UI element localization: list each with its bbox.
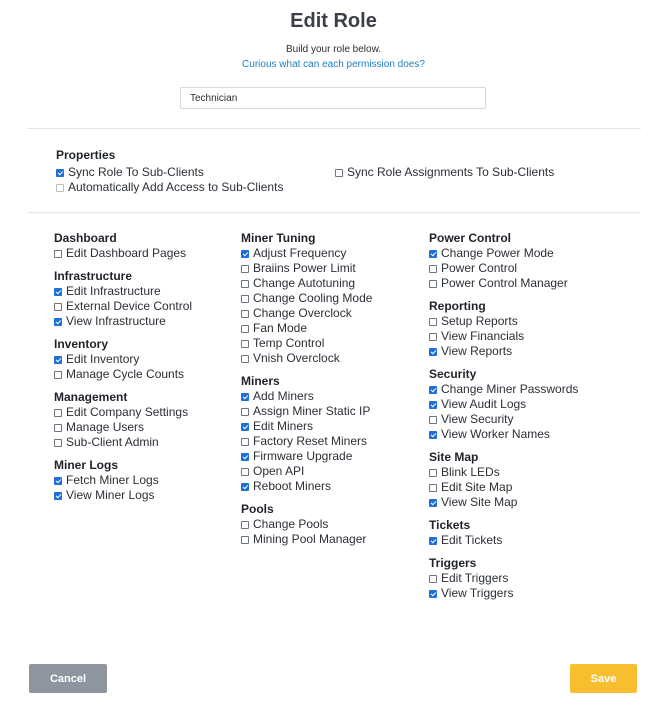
permission-label: Firmware Upgrade: [253, 449, 353, 463]
permission-label: View Miner Logs: [66, 488, 155, 502]
group-title: Inventory: [54, 337, 109, 351]
group-triggers: [429, 555, 578, 601]
checkbox[interactable]: [54, 303, 62, 311]
permission-edit-dashboard-pages[interactable]: [54, 246, 192, 261]
permission-view-triggers[interactable]: [429, 586, 578, 601]
checkbox[interactable]: [429, 431, 437, 439]
permission-edit-triggers[interactable]: [429, 571, 578, 586]
checkbox[interactable]: [429, 333, 437, 341]
permission-label: Change Overclock: [253, 306, 352, 320]
permission-label: Edit Dashboard Pages: [66, 246, 187, 260]
group-miner-logs: [54, 457, 192, 503]
permission-power-control-manager[interactable]: [429, 276, 578, 291]
permission-label: Adjust Frequency: [253, 246, 347, 260]
group-title: Power Control: [429, 231, 512, 245]
group-dashboard: [54, 230, 192, 261]
group-infrastructure: [54, 268, 192, 329]
permission-label: Fetch Miner Logs: [66, 473, 159, 487]
checkbox[interactable]: [54, 371, 62, 379]
permission-power-control[interactable]: [429, 261, 578, 276]
permission-change-miner-passwords[interactable]: [429, 382, 578, 397]
checkbox[interactable]: [54, 318, 62, 326]
permission-label: Add Miners: [253, 389, 314, 403]
checkbox[interactable]: [241, 393, 249, 401]
permission-edit-site-map[interactable]: [429, 480, 578, 495]
property-sync-assignments[interactable]: [335, 165, 554, 180]
property-label: Sync Role To Sub-Clients: [68, 165, 204, 179]
permission-view-financials[interactable]: [429, 329, 578, 344]
permission-adjust-frequency[interactable]: [241, 246, 372, 261]
permission-label: Manage Cycle Counts: [66, 367, 185, 381]
group-title: Miner Logs: [54, 458, 119, 472]
permission-label: View Financials: [441, 329, 525, 343]
permission-fan-mode[interactable]: [241, 321, 372, 336]
property-auto-add-access[interactable]: [56, 180, 283, 195]
checkbox[interactable]: [241, 423, 249, 431]
permission-edit-infrastructure[interactable]: [54, 284, 192, 299]
checkbox[interactable]: [56, 184, 64, 192]
checkbox[interactable]: [54, 477, 62, 485]
checkbox[interactable]: [429, 386, 437, 394]
permission-change-autotuning[interactable]: [241, 276, 372, 291]
permission-braiins-power-limit[interactable]: [241, 261, 372, 276]
permission-label: Braiins Power Limit: [253, 261, 356, 275]
group-title: Triggers: [429, 556, 477, 570]
group-security: [429, 366, 578, 442]
permission-label: Assign Miner Static IP: [253, 404, 371, 418]
permission-label: Edit Tickets: [441, 533, 503, 547]
checkbox[interactable]: [241, 536, 249, 544]
checkbox[interactable]: [54, 250, 62, 258]
permission-label: Fan Mode: [253, 321, 308, 335]
checkbox[interactable]: [54, 288, 62, 296]
permission-firmware-upgrade[interactable]: [241, 449, 372, 464]
checkbox[interactable]: [241, 483, 249, 491]
checkbox[interactable]: [54, 356, 62, 364]
checkbox[interactable]: [429, 575, 437, 583]
checkbox[interactable]: [54, 409, 62, 417]
permission-label: Blink LEDs: [441, 465, 500, 479]
checkbox[interactable]: [241, 355, 249, 363]
permission-view-worker-names[interactable]: [429, 427, 578, 442]
permission-label: View Reports: [441, 344, 513, 358]
permission-assign-miner-static-ip[interactable]: [241, 404, 372, 419]
permission-edit-inventory[interactable]: [54, 352, 192, 367]
permission-label: Mining Pool Manager: [253, 532, 367, 546]
group-title: Pools: [241, 502, 274, 516]
permission-view-audit-logs[interactable]: [429, 397, 578, 412]
checkbox[interactable]: [429, 537, 437, 545]
checkbox[interactable]: [241, 408, 249, 416]
checkbox[interactable]: [241, 453, 249, 461]
permission-label: Edit Triggers: [441, 571, 509, 585]
permission-vnish-overclock[interactable]: [241, 351, 372, 366]
permission-label: Power Control: [441, 261, 518, 275]
permission-factory-reset-miners[interactable]: [241, 434, 372, 449]
permission-view-site-map[interactable]: [429, 495, 578, 510]
group-site-map: [429, 449, 578, 510]
checkbox[interactable]: [54, 439, 62, 447]
group-power-control: [429, 230, 578, 291]
permission-change-pools[interactable]: [241, 517, 372, 532]
checkbox[interactable]: [241, 295, 249, 303]
checkbox[interactable]: [429, 250, 437, 258]
permission-label: View Triggers: [441, 586, 514, 600]
checkbox[interactable]: [241, 250, 249, 258]
group-miners: [241, 373, 372, 494]
permissions-column-3: [429, 230, 578, 608]
permission-label: View Infrastructure: [66, 314, 166, 328]
permission-fetch-miner-logs[interactable]: [54, 473, 192, 488]
checkbox[interactable]: [241, 280, 249, 288]
permission-label: Temp Control: [253, 336, 325, 350]
group-title: Miners: [241, 374, 280, 388]
permission-label: Edit Miners: [253, 419, 314, 433]
cancel-button[interactable]: Cancel: [29, 664, 107, 693]
permission-label: Power Control Manager: [441, 276, 568, 290]
permission-label: Change Cooling Mode: [253, 291, 373, 305]
permissions-help-link[interactable]: Curious what can each permission does?: [242, 59, 425, 70]
checkbox[interactable]: [241, 310, 249, 318]
properties-section: [56, 147, 115, 163]
group-pools: [241, 501, 372, 547]
permission-open-api[interactable]: [241, 464, 372, 479]
group-management: [54, 389, 192, 450]
permission-blink-leds[interactable]: [429, 465, 578, 480]
permission-label: Factory Reset Miners: [253, 434, 368, 448]
permission-reboot-miners[interactable]: [241, 479, 372, 494]
permission-label: Edit Site Map: [441, 480, 513, 494]
checkbox[interactable]: [241, 325, 249, 333]
permission-label: Reboot Miners: [253, 479, 332, 493]
permission-external-device-control[interactable]: [54, 299, 192, 314]
permission-label: Change Miner Passwords: [441, 382, 579, 396]
property-label: Sync Role Assignments To Sub-Clients: [347, 165, 555, 179]
save-button[interactable]: Save: [570, 664, 637, 693]
permission-manage-cycle-counts[interactable]: [54, 367, 192, 382]
permission-change-power-mode[interactable]: [429, 246, 578, 261]
permission-change-overclock[interactable]: [241, 306, 372, 321]
permission-label: Edit Inventory: [66, 352, 140, 366]
properties-title: Properties: [56, 148, 116, 162]
permission-label: Sub-Client Admin: [66, 435, 159, 449]
checkbox[interactable]: [56, 169, 64, 177]
checkbox[interactable]: [241, 521, 249, 529]
checkbox[interactable]: [429, 318, 437, 326]
group-miner-tuning: [241, 230, 372, 366]
permission-temp-control[interactable]: [241, 336, 372, 351]
permission-label: Change Power Mode: [441, 246, 554, 260]
permission-view-miner-logs[interactable]: [54, 488, 192, 503]
permission-manage-users[interactable]: [54, 420, 192, 435]
group-title: Security: [429, 367, 477, 381]
permission-label: View Worker Names: [441, 427, 550, 441]
permissions-column-1: [54, 230, 192, 510]
checkbox[interactable]: [429, 265, 437, 273]
role-name-input[interactable]: [180, 87, 486, 109]
group-title: Miner Tuning: [241, 231, 316, 245]
permission-view-reports[interactable]: [429, 344, 578, 359]
checkbox[interactable]: [241, 438, 249, 446]
permission-add-miners[interactable]: [241, 389, 372, 404]
permission-label: Setup Reports: [441, 314, 518, 328]
checkbox[interactable]: [429, 590, 437, 598]
group-reporting: [429, 298, 578, 359]
checkbox[interactable]: [241, 340, 249, 348]
permission-edit-tickets[interactable]: [429, 533, 578, 548]
permission-label: Open API: [253, 464, 305, 478]
permission-view-security[interactable]: [429, 412, 578, 427]
permission-edit-company-settings[interactable]: [54, 405, 192, 420]
permission-change-cooling-mode[interactable]: [241, 291, 372, 306]
permission-label: External Device Control: [66, 299, 193, 313]
group-title: Reporting: [429, 299, 486, 313]
permission-view-infrastructure[interactable]: [54, 314, 192, 329]
group-tickets: [429, 517, 578, 548]
property-sync-role[interactable]: [56, 165, 204, 180]
group-title: Management: [54, 390, 128, 404]
divider: [27, 212, 641, 213]
page-title: Edit Role: [290, 10, 377, 32]
checkbox[interactable]: [54, 492, 62, 500]
checkbox[interactable]: [241, 265, 249, 273]
group-title: Infrastructure: [54, 269, 133, 283]
permission-label: View Site Map: [441, 495, 518, 509]
permission-sub-client-admin[interactable]: [54, 435, 192, 450]
permission-label: View Audit Logs: [441, 397, 527, 411]
permission-edit-miners[interactable]: [241, 419, 372, 434]
checkbox[interactable]: [241, 468, 249, 476]
property-label: Automatically Add Access to Sub-Clients: [68, 180, 284, 194]
permission-label: Edit Company Settings: [66, 405, 189, 419]
page-subtitle: Build your role below.: [285, 44, 382, 55]
checkbox[interactable]: [54, 424, 62, 432]
checkbox[interactable]: [429, 416, 437, 424]
permission-mining-pool-manager[interactable]: [241, 532, 372, 547]
checkbox[interactable]: [429, 469, 437, 477]
permission-label: Change Pools: [253, 517, 329, 531]
permission-label: Manage Users: [66, 420, 145, 434]
group-title: Site Map: [429, 450, 479, 464]
permissions-column-2: [241, 230, 372, 554]
permission-label: Change Autotuning: [253, 276, 356, 290]
group-inventory: [54, 336, 192, 382]
checkbox[interactable]: [335, 169, 343, 177]
checkbox[interactable]: [429, 401, 437, 409]
checkbox[interactable]: [429, 280, 437, 288]
group-title: Tickets: [429, 518, 471, 532]
permission-label: Vnish Overclock: [253, 351, 340, 365]
permission-label: Edit Infrastructure: [66, 284, 161, 298]
checkbox[interactable]: [429, 484, 437, 492]
permission-setup-reports[interactable]: [429, 314, 578, 329]
permission-label: View Security: [441, 412, 514, 426]
checkbox[interactable]: [429, 348, 437, 356]
divider: [27, 128, 641, 129]
group-title: Dashboard: [54, 231, 117, 245]
checkbox[interactable]: [429, 499, 437, 507]
